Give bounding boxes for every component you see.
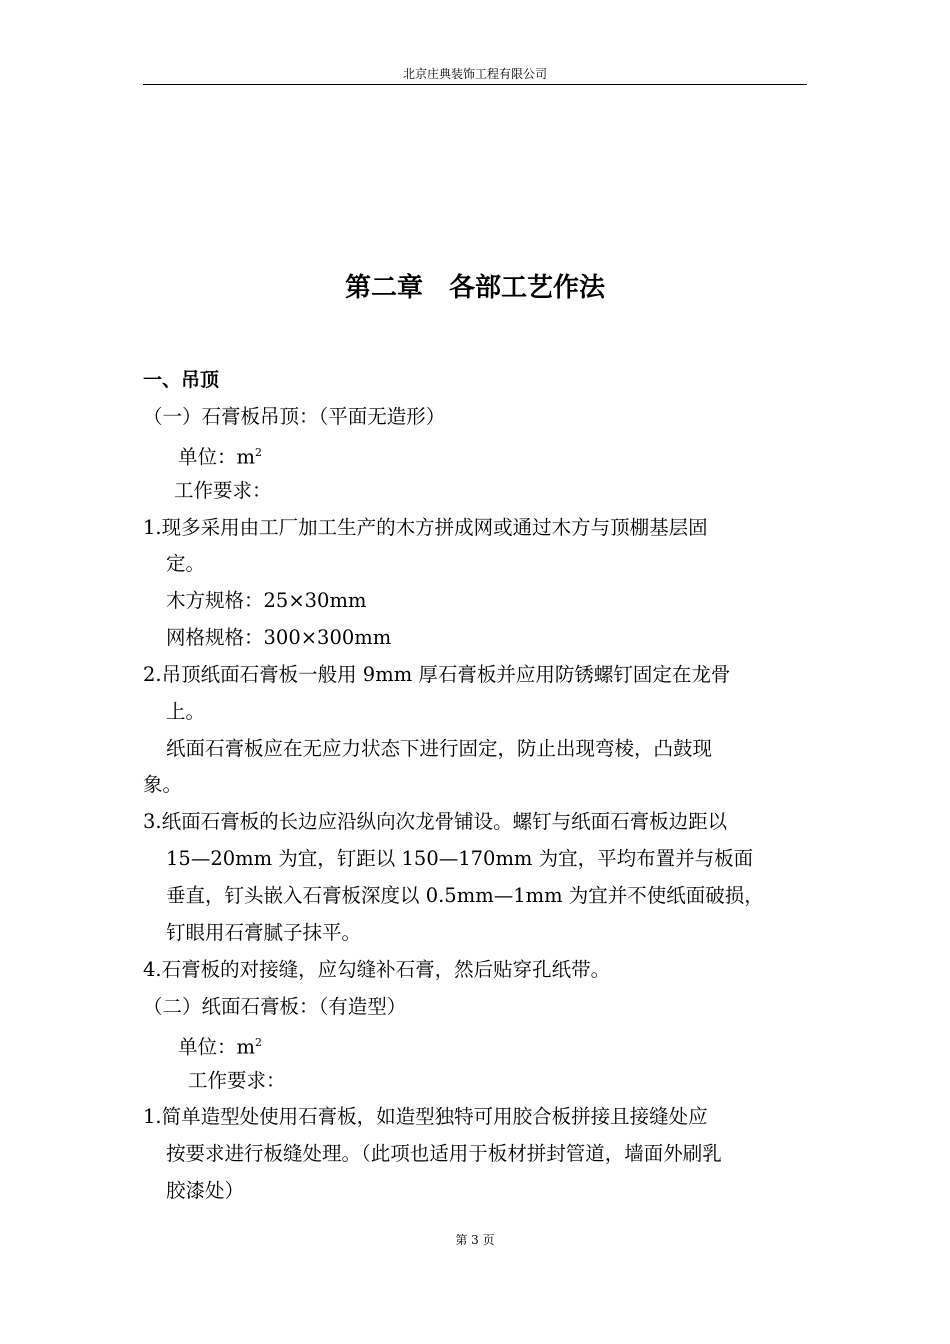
company-name: 北京庄典装饰工程有限公司 <box>402 67 547 81</box>
page-header <box>143 66 807 85</box>
paragraph-line: 1.简单造型处使用石膏板，如造型独特可用胶合板拼接且接缝处应 <box>143 1105 708 1128</box>
unit-superscript: 2 <box>255 1036 262 1049</box>
unit-superscript: 2 <box>255 446 262 459</box>
unit-label: 单位：m <box>178 445 255 469</box>
unit-line-2 <box>178 1030 262 1061</box>
paragraph-line: 上。 <box>166 700 206 723</box>
unit-label: 单位：m <box>178 1035 255 1059</box>
page-number: 第 3 页 <box>455 1233 495 1247</box>
paragraph-line: 网格规格：300×300mm <box>166 626 392 649</box>
subsection-heading-2: （二）纸面石膏板：（有造型） <box>143 995 407 1018</box>
paragraph-line: 纸面石膏板应在无应力状态下进行固定，防止出现弯棱，凸鼓现 <box>166 737 713 760</box>
paragraph-line: 按要求进行板缝处理。（此项也适用于板材拼封管道，墙面外刷乳 <box>166 1142 722 1165</box>
paragraph-line: 木方规格：25×30mm <box>166 589 367 612</box>
section-heading: 一、吊顶 <box>143 369 220 391</box>
paragraph-line: 3.纸面石膏板的长边应沿纵向次龙骨铺设。螺钉与纸面石膏板边距以 <box>143 810 728 833</box>
paragraph-line: 15—20mm 为宜，钉距以 150—170mm 为宜，平均布置并与板面 <box>166 847 754 870</box>
chapter-title: 第二章 各部工艺作法 <box>344 273 605 303</box>
unit-line-1 <box>178 440 262 471</box>
subsection-heading-1: （一）石膏板吊顶：（平面无造形） <box>143 405 446 428</box>
paragraph-line: 胶漆处） <box>166 1179 245 1202</box>
paragraph-line: 钉眼用石膏腻子抹平。 <box>166 921 362 944</box>
paragraph-line: 垂直，钉头嵌入石膏板深度以 0.5mm—1mm 为宜并不使纸面破损， <box>166 884 764 907</box>
paragraph-line: 4.石膏板的对接缝，应勾缝补石膏，然后贴穿孔纸带。 <box>143 958 611 981</box>
paragraph-line: 象。 <box>143 773 183 796</box>
page-footer <box>0 1232 950 1248</box>
requirements-label-2: 工作要求： <box>188 1069 286 1092</box>
paragraph-line: 定。 <box>166 552 206 575</box>
paragraph-line: 1.现多采用由工厂加工生产的木方拼成网或通过木方与顶棚基层固 <box>143 516 708 539</box>
requirements-label-1: 工作要求： <box>174 479 272 502</box>
paragraph-line: 2.吊顶纸面石膏板一般用 9mm 厚石膏板并应用防锈螺钉固定在龙骨 <box>143 663 731 686</box>
